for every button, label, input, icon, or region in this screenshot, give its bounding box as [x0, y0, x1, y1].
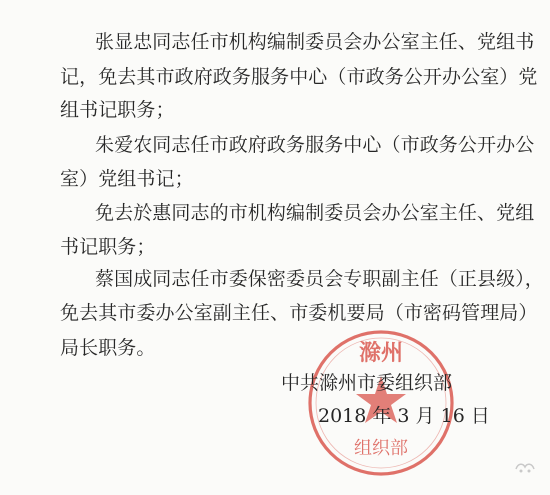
paragraph-1-line-3: 组书记职务；: [60, 99, 175, 121]
issue-date: 2018 年 3 月 16 日: [318, 405, 490, 427]
seal-top-text: 滁州: [358, 340, 404, 366]
paragraph-3-line-2: 书记职务；: [60, 236, 156, 258]
watermark-icon: [510, 455, 540, 477]
paragraph-4-line-3: 局长职务。: [60, 337, 156, 359]
paragraph-4-line-1: 蔡国成同志任市委保密委员会专职副主任（正县级），: [95, 268, 544, 290]
paragraph-3-line-1: 免去於惠同志的市机构编制委员会办公室主任、党组: [95, 202, 535, 224]
paragraph-2-line-2: 室）党组书记；: [60, 168, 194, 190]
paragraph-1-line-1: 张显忠同志任市机构编制委员会办公室主任、党组书: [95, 31, 535, 53]
paragraph-4-line-2: 免去其市委办公室副主任、市委机要局（市密码管理局）: [60, 302, 538, 324]
seal-bottom-text: 组织部: [354, 438, 408, 459]
official-seal: [306, 328, 456, 478]
issuing-organization: 中共滁州市委组织部: [281, 372, 453, 394]
paragraph-2-line-1: 朱爱农同志任市政府政务服务中心（市政务公开办公: [95, 134, 535, 156]
paragraph-1-line-2: 记，免去其市政府政务服务中心（市政务公开办公室）党: [60, 66, 538, 88]
